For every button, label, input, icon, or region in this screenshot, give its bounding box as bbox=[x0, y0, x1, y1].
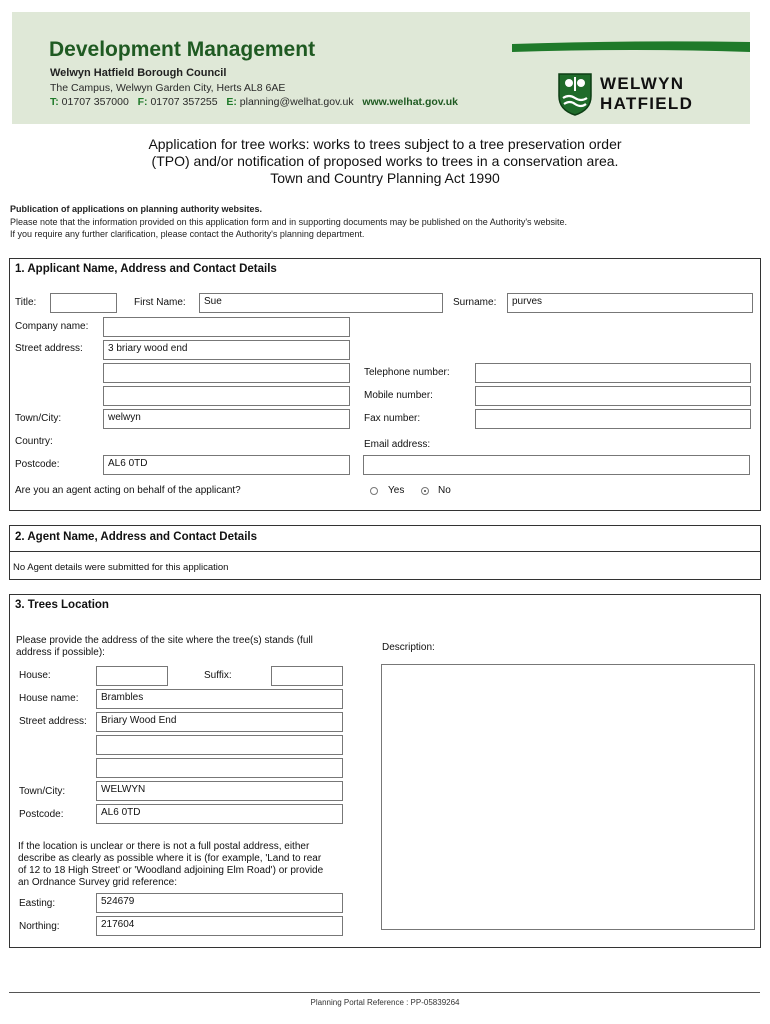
help-line3: of 12 to 18 High Street' or 'Woodland adjoining Elm Road') or provide bbox=[18, 865, 324, 876]
section3-heading: 3. Trees Location bbox=[15, 599, 109, 611]
section2-note: No Agent details were submitted for this application bbox=[13, 562, 229, 573]
trees-town-field[interactable]: WELWYN bbox=[96, 781, 343, 801]
email-field[interactable] bbox=[363, 455, 750, 475]
section2-heading: 2. Agent Name, Address and Contact Details bbox=[15, 531, 257, 543]
street-label: Street address: bbox=[15, 343, 83, 354]
trees-street-label: Street address: bbox=[19, 716, 87, 727]
email-address-label: Email address: bbox=[364, 439, 431, 450]
agent-yes-label: Yes bbox=[388, 485, 405, 496]
house-label: House: bbox=[19, 670, 51, 681]
house-name-field[interactable]: Brambles bbox=[96, 689, 343, 709]
title-label: Title: bbox=[15, 297, 37, 308]
trees-street-field-1[interactable]: Briary Wood End bbox=[96, 712, 343, 732]
agent-question: Are you an agent acting on behalf of the applicant? bbox=[15, 485, 241, 496]
form-title-line3: Town and Country Planning Act 1990 bbox=[270, 170, 500, 186]
fax-value: 01707 357255 bbox=[150, 96, 218, 108]
country-label: Country: bbox=[15, 436, 53, 447]
first-name-label: First Name: bbox=[134, 297, 186, 308]
town-label: Town/City: bbox=[15, 413, 62, 424]
trees-street-field-3[interactable] bbox=[96, 758, 343, 778]
postcode-field[interactable]: AL6 0TD bbox=[103, 455, 350, 475]
description-field[interactable] bbox=[381, 664, 755, 930]
town-field[interactable]: welwyn bbox=[103, 409, 350, 429]
logo-line2: HATFIELD bbox=[600, 94, 694, 113]
form-title-line1: Application for tree works: works to trees subject to a tree preservation order bbox=[148, 136, 622, 152]
logo-line1: WELWYN bbox=[600, 74, 685, 93]
tel-value: 01707 357000 bbox=[61, 96, 129, 108]
form-title-line2: (TPO) and/or notification of proposed works to trees in a conservation area. bbox=[151, 153, 619, 169]
house-field[interactable] bbox=[96, 666, 168, 686]
location-help-text bbox=[18, 841, 323, 889]
trees-street-field-2[interactable] bbox=[96, 735, 343, 755]
intro-line2: address if possible): bbox=[16, 647, 105, 658]
help-line4: an Ordnance Survey grid reference: bbox=[18, 877, 177, 888]
website-link[interactable]: www.welhat.gov.uk bbox=[362, 96, 459, 108]
first-name-field[interactable]: Sue bbox=[199, 293, 443, 313]
banner-title: Development Management bbox=[49, 38, 316, 61]
street-field-3[interactable] bbox=[103, 386, 350, 406]
publication-line2: If you require any further clarification, please contact the Authority's planning department. bbox=[10, 229, 365, 239]
agent-yes-radio[interactable] bbox=[370, 487, 378, 495]
tel-label: T: bbox=[50, 96, 59, 108]
intro-line1: Please provide the address of the site where the tree(s) stands (full bbox=[16, 635, 313, 646]
council-name: Welwyn Hatfield Borough Council bbox=[50, 67, 227, 79]
company-label: Company name: bbox=[15, 321, 89, 332]
suffix-field[interactable] bbox=[271, 666, 343, 686]
email-label: E: bbox=[226, 96, 237, 108]
agent-no-label: No bbox=[438, 485, 451, 496]
easting-label: Easting: bbox=[19, 898, 56, 909]
telephone-field[interactable] bbox=[475, 363, 751, 383]
company-field[interactable] bbox=[103, 317, 350, 337]
planning-portal-reference: Planning Portal Reference : PP-05839264 bbox=[310, 998, 460, 1007]
trees-postcode-field[interactable]: AL6 0TD bbox=[96, 804, 343, 824]
trees-town-label: Town/City: bbox=[19, 786, 66, 797]
fax-label: Fax number: bbox=[364, 413, 421, 424]
help-line2: describe as clearly as possible where it is (for example, 'Land to rear bbox=[18, 853, 322, 864]
council-contact bbox=[50, 96, 458, 108]
suffix-label: Suffix: bbox=[204, 670, 232, 681]
agent-no-radio[interactable] bbox=[421, 487, 429, 495]
council-address: The Campus, Welwyn Garden City, Herts AL8 6AE bbox=[50, 82, 286, 94]
postcode-label: Postcode: bbox=[15, 459, 60, 470]
fax-label: F: bbox=[137, 96, 148, 108]
surname-label: Surname: bbox=[453, 297, 497, 308]
description-label: Description: bbox=[382, 642, 435, 653]
footer-rule bbox=[9, 992, 760, 993]
northing-label: Northing: bbox=[19, 921, 60, 932]
trees-postcode-label: Postcode: bbox=[19, 809, 64, 820]
title-field[interactable] bbox=[50, 293, 117, 313]
easting-field[interactable]: 524679 bbox=[96, 893, 343, 913]
publication-line1: Please note that the information provided on this application form and in supporting documents may be published on the Authority's website. bbox=[10, 217, 568, 227]
northing-field[interactable]: 217604 bbox=[96, 916, 343, 936]
street-field-2[interactable] bbox=[103, 363, 350, 383]
mobile-label: Mobile number: bbox=[364, 390, 433, 401]
fax-field[interactable] bbox=[475, 409, 751, 429]
email-value[interactable]: planning@welhat.gov.uk bbox=[239, 96, 354, 108]
section1-heading: 1. Applicant Name, Address and Contact Details bbox=[15, 263, 277, 275]
council-crest-icon bbox=[556, 72, 594, 116]
house-name-label: House name: bbox=[19, 693, 79, 704]
help-line1: If the location is unclear or there is not a full postal address, either bbox=[18, 841, 310, 852]
street-field-1[interactable]: 3 briary wood end bbox=[103, 340, 350, 360]
publication-heading: Publication of applications on planning authority websites. bbox=[10, 204, 263, 214]
section2-divider bbox=[9, 551, 760, 552]
surname-field[interactable]: purves bbox=[507, 293, 753, 313]
mobile-field[interactable] bbox=[475, 386, 751, 406]
section3-intro bbox=[16, 635, 313, 659]
telephone-label: Telephone number: bbox=[364, 367, 450, 378]
